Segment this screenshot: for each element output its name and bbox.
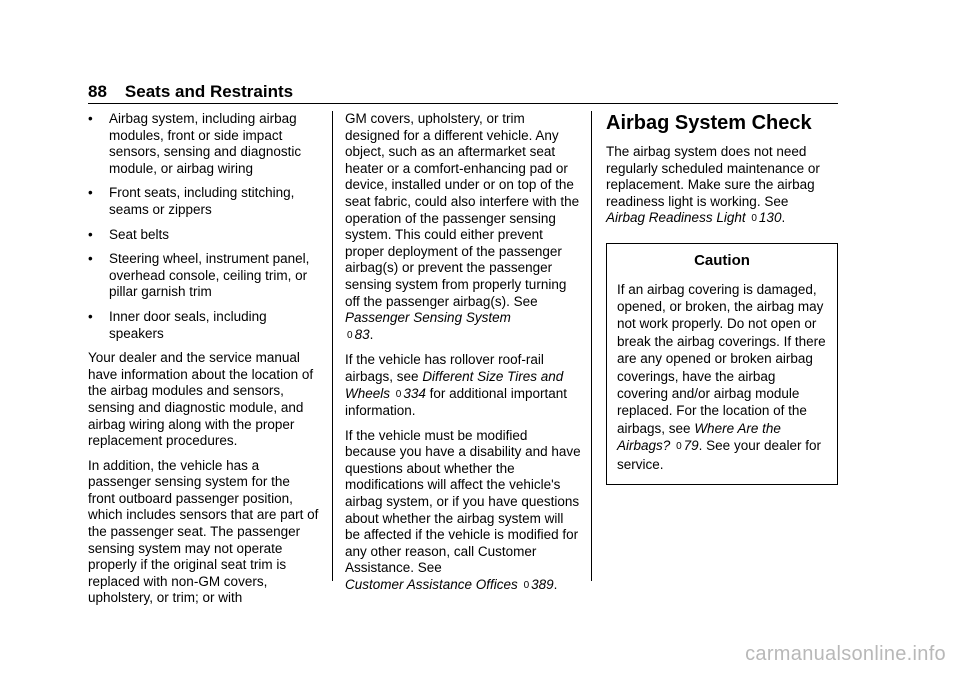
page-reference[interactable]: 79	[683, 438, 699, 454]
paragraph-modified-vehicle: If the vehicle must be modified because you have a disability and have questions about whether the modifications will affect the vehicle's airbag system, or if you have questions about whether the airbag system will be affected if the vehicle is modified for any other reason, call Customer Assistance. See Customer Assistance Offices 0 389.	[345, 427, 581, 593]
column-2	[345, 111, 581, 603]
list-item: • Seat belts	[88, 226, 170, 242]
bullet-icon: •	[88, 308, 93, 324]
paragraph-intro: The airbag system does not need regularly scheduled maintenance or replacement. Make sure the airbag readiness light is working. See Airbag Readiness Light 0 130.	[606, 144, 820, 226]
page-arrow-icon: 0	[347, 329, 353, 341]
column-1	[88, 111, 320, 615]
cross-reference-link[interactable]: Different Size Tires and Wheels	[345, 368, 564, 401]
page-arrow-icon: 0	[395, 388, 402, 400]
caution-title: Caution	[694, 251, 750, 269]
list-item: • Steering wheel, instrument panel, overhead console, ceiling trim, or pillar garnish trim	[88, 251, 310, 300]
cross-reference-link[interactable]: Passenger Sensing System	[345, 310, 511, 326]
column-3	[606, 111, 838, 485]
column-divider-1	[332, 111, 333, 581]
page-arrow-icon: 0	[523, 580, 530, 592]
page-reference[interactable]: 83	[354, 326, 370, 342]
page-number: 88	[88, 82, 107, 101]
page-arrow-icon: 0	[751, 213, 757, 225]
section-heading: Airbag System Check	[606, 112, 812, 134]
bullet-icon: •	[88, 226, 93, 242]
page-header	[88, 82, 293, 102]
paragraph-gm-covers: GM covers, upholstery, or trim designed for a different vehicle. Any object, such as an aftermarket seat heater or a comfort-enhancing pad or device, installed under or on top of the seat fabric, could also interfere with the operation of the passenger sensing system. This could either prevent proper deployment of the passenger airbag(s) or prevent the passenger sensing system from properly turning off the passenger airbag(s). See Passenger Sensing System 0 83.	[345, 111, 580, 342]
cross-reference-link[interactable]: Customer Assistance Offices	[345, 577, 518, 593]
section-title: Seats and Restraints	[124, 82, 294, 101]
page-reference[interactable]: 334	[403, 385, 426, 401]
bullet-list	[88, 111, 320, 342]
list-item: • Inner door seals, including speakers	[88, 308, 267, 341]
list-item: • Front seats, including stitching, seams or zippers	[88, 185, 295, 217]
caution-box	[606, 243, 838, 485]
bullet-icon: •	[88, 111, 93, 126]
column-divider-2	[591, 111, 592, 581]
page-arrow-icon: 0	[676, 441, 682, 453]
cross-reference-link[interactable]: Where Are the Airbags?	[617, 420, 781, 454]
bullet-icon: •	[88, 251, 93, 267]
page-reference[interactable]: 389	[531, 577, 554, 593]
watermark: carmanualsonline.info	[745, 643, 946, 665]
list-item: • Airbag system, including airbag modules, front or side impact sensors, sensing and diagnostic module, or airbag wiring	[88, 111, 302, 176]
paragraph-passenger-sensing: In addition, the vehicle has a passenger sensing system for the front outboard passenger position, which includes sensors that are part of the passenger seat. The passenger sensing system may not operate properly if the original seat trim is replaced with non-GM covers, upholstery, or trim; or with	[88, 457, 319, 606]
cross-reference-link[interactable]: Airbag Readiness Light	[606, 210, 746, 226]
paragraph-rollover: If the vehicle has rollover roof-rail airbags, see Different Size Tires and Wheels 0 334 for additional important information.	[345, 352, 567, 419]
caution-body: If an airbag covering is damaged, opened, or broken, the airbag may not work properly. Do not open or break the airbag coverings. If there are any opened or broken airbag coverings, have the airbag covering and/or airbag module replaced. For the location of the airbags, see Where Are the Airbags? 0 79. See your dealer for service.	[617, 281, 826, 472]
page-reference[interactable]: 130	[758, 210, 782, 226]
bullet-icon: •	[88, 185, 93, 201]
paragraph-dealer-info: Your dealer and the service manual have information about the location of the airbag modules and sensors, sensing and diagnostic module, and airbag wiring along with the proper replacement procedures.	[88, 350, 314, 449]
header-rule	[88, 103, 838, 104]
